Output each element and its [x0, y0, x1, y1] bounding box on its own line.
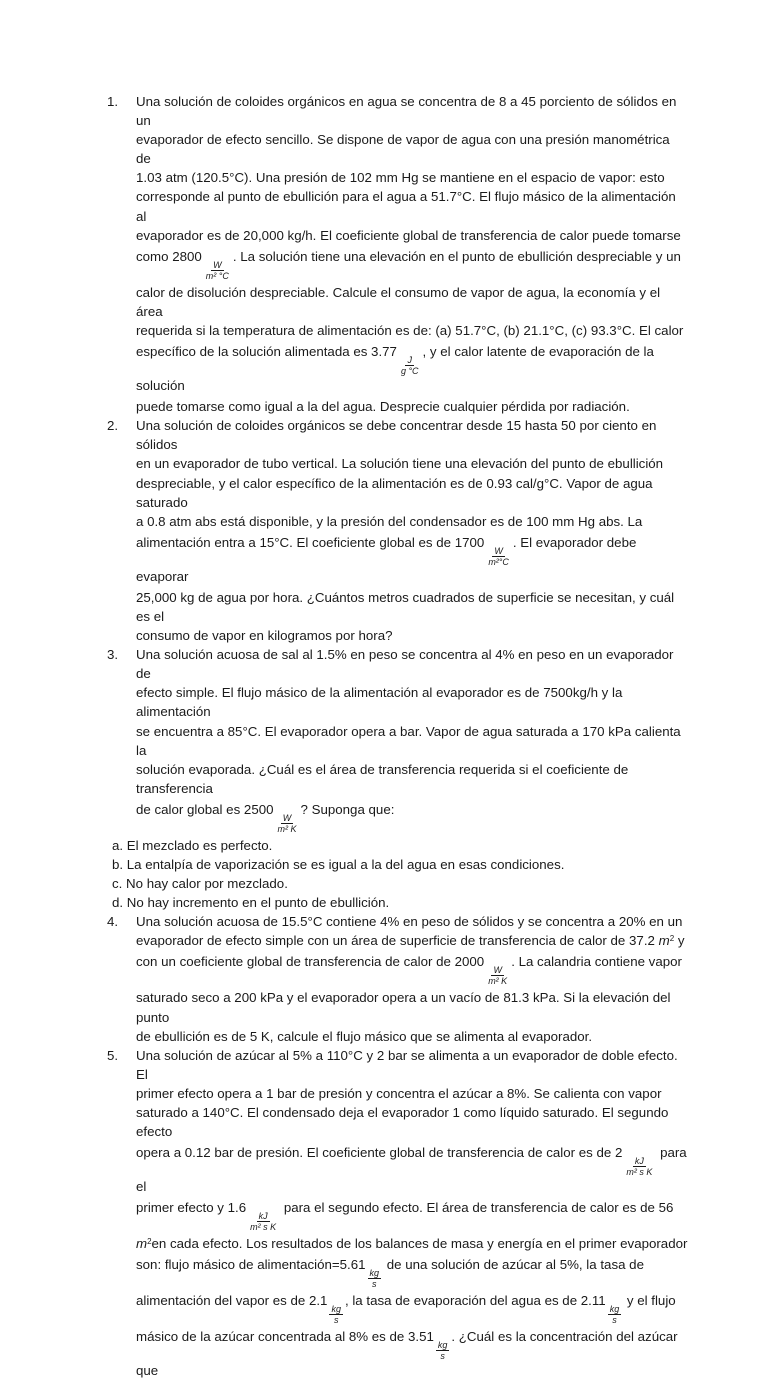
denominator: m² °C — [205, 270, 229, 281]
sub-item-a: a. El mezclado es perfecto. — [112, 837, 273, 853]
line: Una solución de azúcar al 5% a 110°C y 2 bar se alimenta a un evaporador de doble efecto. El — [136, 1047, 678, 1082]
line — [136, 1143, 688, 1196]
line: consumo de vapor en kilogramos por hora? — [136, 628, 393, 644]
math-symbol: m — [136, 1236, 148, 1252]
unit-fraction — [204, 260, 231, 281]
text: , la tasa de evaporación del agua es de 2.11 — [344, 1293, 606, 1309]
unit-fraction — [486, 546, 511, 567]
text: . El evaporador debe evaporar — [136, 534, 637, 584]
line: puede tomarse como igual a la del agua. Desprecie cualquier pérdida por radiación. — [136, 399, 630, 415]
line — [136, 1291, 688, 1325]
unit-fraction — [624, 1156, 654, 1177]
text: con un coeficiente global de transferencia de calor de 2000 — [136, 954, 485, 970]
numerator: kg — [369, 1268, 380, 1279]
line: primer efecto opera a 1 bar de presión y concentra el azúcar a 8%. Se calienta con vapor — [136, 1085, 662, 1101]
text: para el — [136, 1145, 687, 1195]
denominator: m²°C — [488, 556, 509, 567]
unit-fraction — [329, 1304, 343, 1325]
unit-fraction — [368, 1268, 382, 1289]
unit-fraction — [248, 1211, 278, 1232]
line: requerida si la temperatura de alimentación es de: (a) 51.7°C, (b) 21.1°C, (c) 93.3°C. El calor — [136, 322, 684, 338]
unit-fraction — [436, 1340, 450, 1361]
line — [136, 533, 688, 586]
denominator: s — [333, 1315, 339, 1326]
line: efecto simple. El flujo másico de la alimentación al evaporador es de 7500kg/h y la alimentación — [136, 685, 623, 720]
numerator: kg — [437, 1340, 448, 1351]
line: en un evaporador de tubo vertical. La solución tiene una elevación del punto de ebullición — [136, 456, 664, 472]
denominator: s — [440, 1351, 445, 1362]
text: . La solución tiene una elevación en el punto de ebullición despreciable y un — [232, 248, 681, 264]
denominator: m² s K — [626, 1167, 653, 1178]
line: solución evaporada. ¿Cuál es el área de transferencia requerida si el coeficiente de transferencia — [136, 761, 629, 796]
text: como 2800 — [136, 248, 202, 264]
line: Una solución de coloides orgánicos se debe concentrar desde 15 hasta 50 por ciento en sólidos — [136, 418, 657, 453]
line: 1.03 atm (120.5°C). Una presión de 102 mm Hg se mantiene en el espacio de vapor: esto — [136, 170, 665, 186]
numerator: kJ — [634, 1156, 644, 1167]
numerator: J — [407, 355, 412, 366]
line — [136, 1255, 688, 1289]
problem-number: 3. — [107, 647, 119, 663]
text: para el segundo efecto. El área de transferencia de calor es de 56 — [280, 1200, 674, 1216]
line: Una solución acuosa de 15.5°C contiene 4% en peso de sólidos y se concentra a 20% en un — [136, 914, 683, 930]
line: evaporador de efecto sencillo. Se dispone de vapor de agua con una presión manométrica de — [136, 132, 670, 167]
numerator: W — [493, 965, 502, 976]
text: en cada efecto. Los resultados de los balances de masa y energía en el primer evaporador — [151, 1236, 688, 1252]
problem-number: 5. — [107, 1047, 119, 1063]
text: másico de la azúcar concentrada al 8% es de 3.51 — [136, 1329, 434, 1345]
text: . ¿Cuál es la concentración del azúcar que — [136, 1329, 678, 1379]
text: de una solución de azúcar al 5%, la tasa de — [383, 1257, 644, 1273]
text: alimentación entra a 15°C. El coeficiente global es de 1700 — [136, 534, 485, 550]
unit-fraction — [486, 965, 509, 986]
line: despreciable, y el calor específico de la alimentación es de 0.93 cal/g°C. Vapor de agua saturado — [136, 475, 653, 510]
superscript: 2 — [147, 1237, 152, 1247]
unit-fraction — [608, 1304, 622, 1325]
line: se encuentra a 85°C. El evaporador opera a bar. Vapor de agua saturada a 170 kPa calienta la — [136, 723, 681, 758]
problem-4 — [107, 912, 688, 1045]
text: primer efecto y 1.6 — [136, 1200, 247, 1216]
denominator: s — [372, 1279, 377, 1290]
numerator: W — [213, 259, 222, 270]
denominator: m² s K — [250, 1222, 277, 1233]
line: de ebullición es de 5 K, calcule el flujo másico que se alimenta al evaporador. — [136, 1028, 593, 1044]
text: de calor global es 2500 — [136, 801, 274, 817]
line: calor de disolución despreciable. Calcule el consumo de vapor de agua, la economía y el área — [136, 284, 661, 319]
problem-2 — [107, 416, 688, 645]
numerator: kg — [331, 1304, 341, 1315]
line — [136, 1198, 688, 1232]
line — [136, 247, 688, 281]
text: específico de la solución alimentada es 3.77 — [136, 344, 397, 360]
math-symbol: m — [658, 933, 670, 949]
line: 25,000 kg de agua por hora. ¿Cuántos metros cuadrados de superficie se necesitan, y cuál es el — [136, 589, 675, 624]
problem-3 — [107, 645, 688, 912]
line: Una solución de coloides orgánicos en agua se concentra de 8 a 45 porciento de sólidos en un — [136, 94, 677, 129]
line — [136, 1327, 688, 1380]
text: y — [674, 933, 685, 949]
line — [136, 1234, 688, 1253]
text: evaporador de efecto simple con un área de superficie de transferencia de calor de 37.2 — [136, 933, 655, 949]
line: saturado seco a 200 kPa y el evaporador opera a un vacío de 81.3 kPa. Si la elevación del punto — [136, 990, 671, 1025]
line — [136, 952, 688, 986]
problem-number: 4. — [107, 914, 119, 930]
numerator: W — [282, 812, 292, 823]
text: . La calandria contiene vapor — [511, 954, 682, 970]
problem-number: 2. — [107, 418, 119, 434]
text: ? Suponga que: — [300, 801, 395, 817]
unit-fraction — [399, 355, 421, 376]
unit-fraction — [276, 813, 299, 834]
line — [136, 800, 688, 834]
numerator: kJ — [258, 1211, 268, 1222]
problem-5 — [107, 1046, 688, 1381]
sub-item-d: d. No hay incremento en el punto de ebullición. — [112, 895, 390, 911]
denominator: s — [612, 1315, 617, 1326]
line: a 0.8 atm abs está disponible, y la presión del condensador es de 100 mm Hg abs. La — [136, 513, 643, 529]
line: evaporador es de 20,000 kg/h. El coeficiente global de transferencia de calor puede tomarse — [136, 227, 681, 243]
text: , y el calor latente de evaporación de la solución — [136, 344, 654, 394]
line: Una solución acuosa de sal al 1.5% en peso se concentra al 4% en peso en un evaporador de — [136, 647, 674, 682]
line: corresponde al punto de ebullición para el agua a 51.7°C. El flujo másico de la alimentación al — [136, 189, 676, 224]
line: saturado a 140°C. El condensado deja el evaporador 1 como líquido saturado. El segundo efecto — [136, 1105, 669, 1140]
text: opera a 0.12 bar de presión. El coeficiente global de transferencia de calor es de 2 — [136, 1145, 623, 1161]
line — [136, 931, 688, 950]
text: alimentación del vapor es de 2.1 — [136, 1293, 328, 1309]
sub-item-b: b. La entalpía de vaporización se es igual a la del agua en esas condiciones. — [112, 857, 565, 872]
text: son: flujo másico de alimentación=5.61 — [136, 1257, 366, 1273]
numerator: kg — [609, 1304, 620, 1315]
superscript: 2 — [669, 934, 675, 944]
text: y el flujo — [623, 1293, 676, 1309]
problem-number: 1. — [107, 94, 119, 109]
denominator: g °C — [400, 366, 419, 377]
line — [136, 342, 688, 395]
numerator: W — [494, 545, 503, 556]
problem-1 — [107, 92, 688, 416]
denominator: m² K — [488, 976, 508, 987]
denominator: m² K — [277, 823, 297, 834]
sub-item-c: c. No hay calor por mezclado. — [112, 876, 288, 892]
problem-list — [107, 92, 688, 1381]
